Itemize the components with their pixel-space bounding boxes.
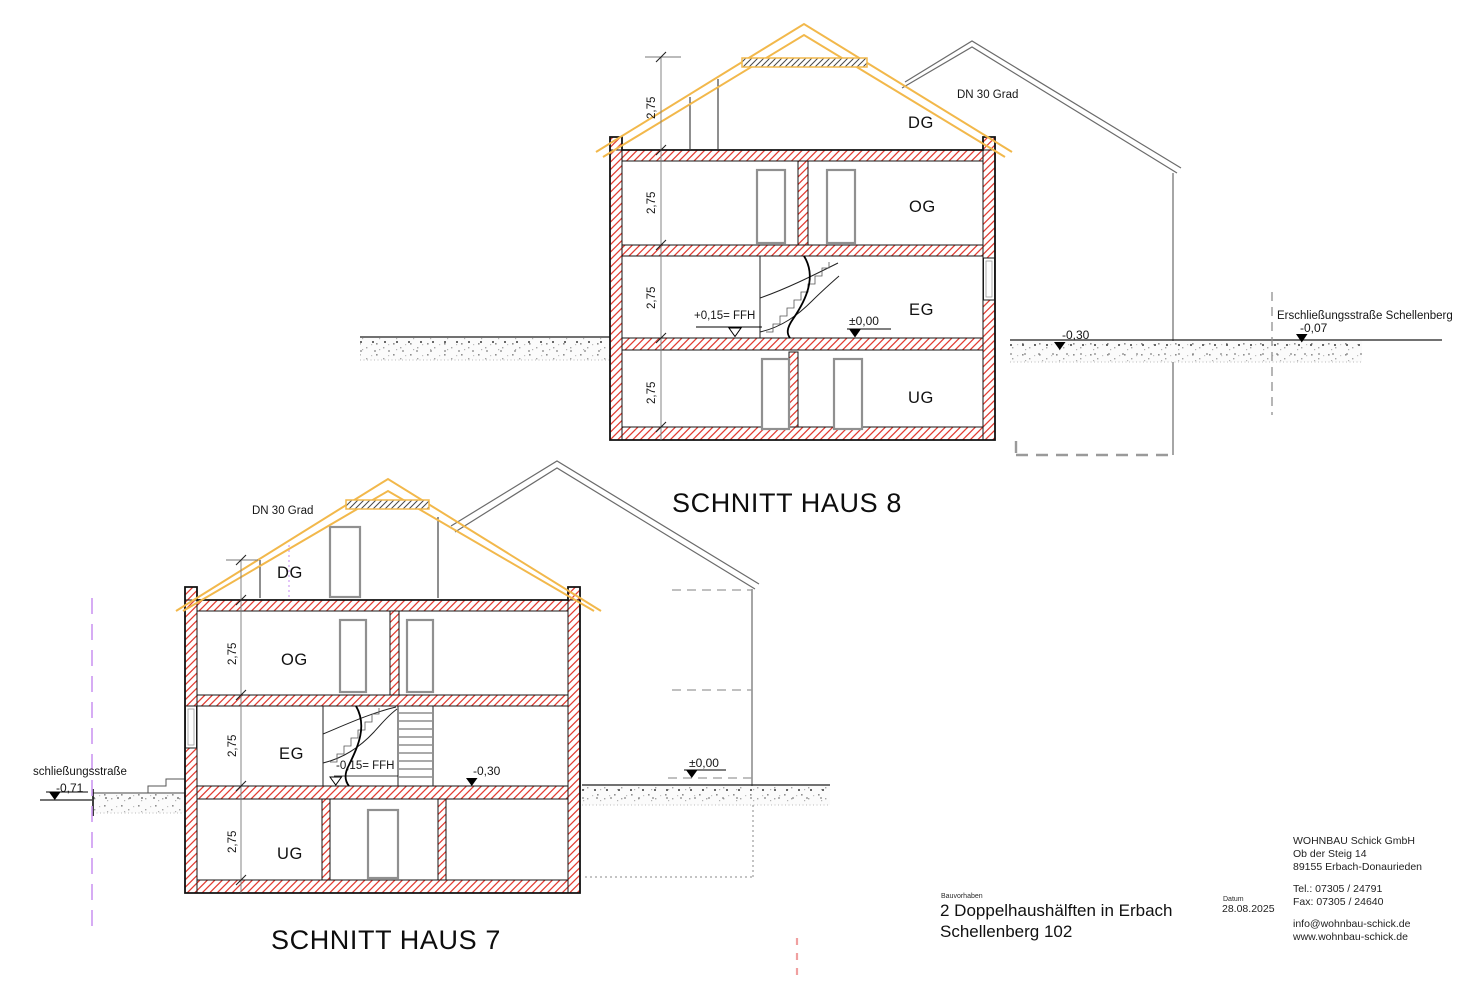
haus7-dim-ug: 2,75	[227, 830, 239, 853]
haus7-dim-og: 2,75	[227, 642, 239, 665]
haus8-eg-window	[984, 258, 995, 300]
titleblock-project-line1: 2 Doppelhaushälften in Erbach	[940, 901, 1173, 920]
haus7-marker-zero: ±0,00	[689, 756, 719, 770]
haus8-ground-left	[360, 337, 610, 360]
haus8-marker-ffh: +0,15= FFH	[694, 310, 756, 322]
haus7-roof-angle-label: DN 30 Grad	[252, 505, 314, 517]
haus7-ug-door	[368, 810, 398, 878]
haus8-roof-angle-label: DN 30 Grad	[957, 89, 1019, 101]
titleblock-project-line2: Schellenberg 102	[940, 922, 1073, 941]
haus8-street-name: Erschließungsstraße Schellenberg	[1277, 310, 1453, 322]
haus8-dim-og: 2,75	[646, 191, 658, 214]
titleblock-company-web: www.wohnbau-schick.de	[1293, 931, 1408, 943]
haus7-floor-label-eg: EG	[279, 745, 305, 763]
titleblock-company-fax: Fax: 07305 / 24640	[1293, 896, 1384, 908]
haus7-floor-label-dg: DG	[277, 564, 303, 582]
titleblock-company-street: Ob der Steig 14	[1293, 848, 1367, 860]
haus8-floor-label-eg: EG	[909, 301, 935, 319]
haus8-dim-eg: 2,75	[646, 286, 658, 309]
haus7-marker-minus030: -0,30	[473, 764, 501, 778]
titleblock-company-name: WOHNBAU Schick GmbH	[1293, 835, 1415, 847]
titleblock-company-tel: Tel.: 07305 / 24791	[1293, 883, 1383, 895]
haus7-floor-label-ug: UG	[277, 845, 303, 863]
titleblock-datum-label: Datum	[1223, 896, 1244, 903]
titleblock-company-city: 89155 Erbach-Donaurieden	[1293, 861, 1423, 873]
haus8-floor-label-ug: UG	[908, 389, 934, 407]
haus8-floor-label-dg: DG	[908, 114, 934, 132]
haus8-marker-zero: ±0,00	[849, 314, 879, 328]
titleblock-bauvorhaben-label: Bauvorhaben	[941, 893, 983, 900]
haus8-section-title: SCHNITT HAUS 8	[672, 488, 902, 518]
haus8-street-level: -0,07	[1300, 321, 1328, 335]
haus7-building	[185, 517, 580, 893]
haus7-eg-window	[186, 706, 197, 748]
haus7-section-title: SCHNITT HAUS 7	[271, 925, 501, 955]
haus8-dim-ug: 2,75	[646, 381, 658, 404]
haus8-dim-dg: 2,75	[646, 96, 658, 119]
haus8-floor-label-og: OG	[909, 198, 936, 216]
haus7-marker-ffh: -0,15= FFH	[336, 760, 395, 772]
haus7-street-level: -0,71	[56, 781, 84, 795]
haus8-ground-right	[1010, 340, 1442, 362]
titleblock-datum-value: 28.08.2025	[1222, 903, 1275, 915]
haus7-ground-right	[582, 785, 830, 805]
haus7-floor-label-og: OG	[281, 651, 308, 669]
titleblock-company-email: info@wohnbau-schick.de	[1293, 918, 1411, 930]
haus8-building	[610, 79, 995, 440]
haus8-marker-minus030: -0,30	[1062, 328, 1090, 342]
haus7-street-name: schließungsstraße	[33, 766, 127, 778]
haus7-dim-eg: 2,75	[227, 734, 239, 757]
